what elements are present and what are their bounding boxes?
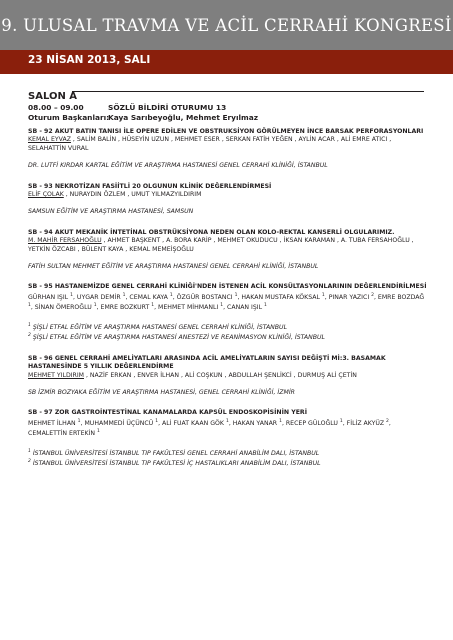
affiliation: $^2$ İSTANBUL ÜNİVERSİTESİ İSTANBUL TIP FAKÜLTESİ İÇ HASTALIKLARI ANABİLİM DALI, İSTANBUL: [28, 459, 321, 468]
paper-authors: MEHMET YILDIRIM , NAZİF ERKAN , ENVER İLHAN , ALİ COŞKUN , ABDULLAH ŞENLİKCİ , DURMUŞ ALİ ÇETİN: [28, 371, 357, 379]
paper-authors: MEHMET İLHAN $^1$, MUHAMMEDİ ÜÇÜNCÜ $^1$, ALİ FUAT KAAN GÖK $^1$, HAKAN YANAR $^1$, RECEP GÜLOĞLU $^1$, FİLİZ AKYÜZ $^2$, CEMALETTİN ERTEKİN $^1$: [28, 418, 391, 438]
paper-authors: ELİF ÇOLAK , NURAYDIN ÖZLEM , UMUT YILMAZYILDIRIM: [28, 191, 202, 199]
congress-title: 9. ULUSAL TRAVMA VE ACİL CERRAHİ KONGRESİ: [1, 15, 452, 35]
paper-sb-97: [28, 409, 428, 468]
paper-sb-94: [28, 229, 428, 272]
paper-authors: KEMAL EYVAZ , SALİM BALİN , HÜSEYİN UZUN , MEHMET ESER , SERKAN FATİH YEĞEN , AYLİN ACAR , ALİ EMRE ATICI , SELAHATTİN VURAL: [28, 136, 392, 152]
paper-list: [28, 128, 428, 481]
presenter: MEHMET YILDIRIM: [28, 371, 84, 379]
session-info: [28, 103, 258, 123]
paper-sb-96: [28, 355, 428, 398]
presenter: ELİF ÇOLAK: [28, 191, 64, 199]
paper-sb-92: [28, 128, 428, 171]
paper-sb-95: [28, 283, 428, 342]
affiliation: $^1$ İSTANBUL ÜNİVERSİTESİ İSTANBUL TIP FAKÜLTESİ GENEL CERRAHİ ANABİLİM DALI, İSTANBUL: [28, 448, 320, 457]
session-time: 08.00 – 09.00: [28, 103, 84, 112]
session-chairs: Kaya Sarıbeyoğlu, Mehmet Eryılmaz: [108, 113, 259, 122]
date-bar: [0, 50, 453, 74]
paper-title: SB - 96 GENEL CERRAHİ AMELİYATLARI ARASINDA ACİL AMELİYATLARIN SAYISI DEĞİŞTİ Mİ:3. BASAMAK HASTANESİNDE 5 YILLIK DEĞERLENDİRME: [28, 354, 386, 371]
paper-authors: M. MAHİR FERSAHOĞLU , AHMET BAŞKENT , A. BORA KARİP , MEHMET OKUDUCU , İKSAN KARAMAN , A. TUBA FERSAHOĞLU , YETKİN ÖZCABI , BÜLENT KAYA , KEMAL MEMEİŞOĞLU: [28, 237, 414, 253]
paper-title: SB - 94 AKUT MEKANİK İNTETİNAL OBSTRÜKSİYONA NEDEN OLAN KOLO-REKTAL KANSERLİ OLGULARIMIZ.: [28, 228, 395, 236]
affiliation: FATİH SULTAN MEHMET EĞİTİM VE ARAŞTIRMA HASTANESİ GENEL CERRAHİ KLİNİĞİ, İSTANBUL: [28, 263, 319, 271]
paper-title: SB - 92 AKUT BATIN TANISI İLE OPERE EDİLEN VE OBSTRUKSİYON GÖRÜLMEYEN İNCE BARSAK PERFORASYONLARI: [28, 128, 424, 135]
salon-divider: [72, 91, 424, 92]
affiliation: SB İZMİR BOZYAKA EĞİTİM VE ARAŞTIRMA HASTANESİ, GENEL CERRAHİ KLİNİĞİ, İZMİR: [28, 388, 295, 396]
presenter: M. MAHİR FERSAHOĞLU: [28, 237, 102, 245]
session-date: 23 NİSAN 2013, SALI: [28, 54, 151, 66]
salon-heading: [28, 84, 424, 103]
session-title: SÖZLÜ BİLDİRİ OTURUMU 13: [108, 103, 227, 112]
paper-title: SB - 93 NEKROTİZAN FASİİTLİ 20 OLGUNUN KLİNİK DEĞERLENDİRMESİ: [28, 182, 272, 190]
chairs-label: Oturum Başkanları:: [28, 113, 110, 122]
affiliation: DR. LUTFİ KIRDAR KARTAL EĞİTİM VE ARAŞTIRMA HASTANESİ GENEL CERRAHİ KLİNİĞİ, İSTANBUL: [28, 162, 328, 170]
affiliation: $^2$ ŞİŞLİ ETFAL EĞİTİM VE ARAŞTIRMA HASTANESİ ANESTEZİ VE REANİMASYON KLİNİĞİ, İSTANBUL: [28, 333, 325, 342]
paper-sb-93: [28, 183, 428, 217]
salon-name: SALON A: [28, 91, 78, 102]
presenter: KEMAL EYVAZ: [28, 136, 71, 144]
affiliation: SAMSUN EĞİTİM VE ARAŞTIRMA HASTANESİ, SAMSUN: [28, 208, 194, 216]
page-header: [0, 0, 453, 50]
paper-authors: GÜRHAN IŞIL $^1$, UYGAR DEMİR $^1$, CEMAL KAYA $^1$, ÖZGÜR BOSTANCI $^1$, HAKAN MUSTAFA KÖKSAL $^1$, PINAR YAZICI $^2$, EMRE BOZDAĞ $^1$, SİNAN ÖMEROĞLU $^1$, EMRE BOZKURT $^1$, MEHMET MİHMANLI $^1$, CANAN IŞIL $^1$: [28, 292, 425, 312]
paper-title: SB - 95 HASTANEMİZDE GENEL CERRAHİ KLİNİĞİ'NDEN İSTENEN ACİL KONSÜLTASYONLARININ DEĞERLENDİRİLMESİ: [28, 283, 427, 291]
affiliation: $^1$ ŞİŞLİ ETFAL EĞİTİM VE ARAŞTIRMA HASTANESİ GENEL CERRAHİ KLİNİĞİ, İSTANBUL: [28, 322, 288, 331]
paper-title: SB - 97 ZOR GASTROİNTESTİNAL KANAMALARDA KAPSÜL ENDOSKOPİSİNİN YERİ: [28, 409, 308, 417]
